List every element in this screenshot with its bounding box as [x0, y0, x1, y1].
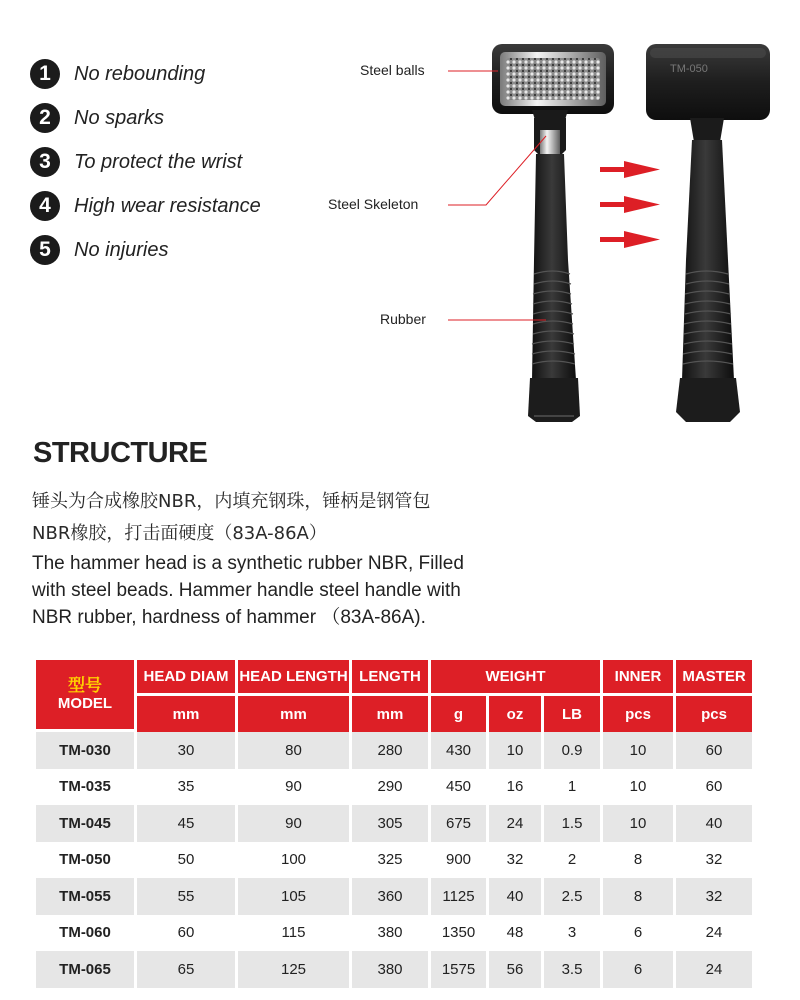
master-header: MASTER — [676, 660, 752, 696]
table-row — [36, 732, 752, 769]
table-row — [36, 915, 752, 952]
feature-item — [30, 184, 320, 228]
cell-head-length: 100 — [238, 842, 349, 879]
solid-hammer — [646, 44, 770, 422]
cell-model: TM-060 — [36, 915, 134, 952]
cell-length: 290 — [352, 769, 428, 806]
model-header-en: MODEL — [57, 694, 113, 712]
cell-head-diam: 60 — [137, 915, 235, 952]
cell-master: 60 — [676, 769, 752, 806]
cell-g: 1575 — [431, 951, 486, 988]
cell-oz: 32 — [489, 842, 541, 879]
weight-header: WEIGHT — [431, 660, 600, 696]
cell-lb: 1.5 — [544, 805, 600, 842]
cell-length: 380 — [352, 951, 428, 988]
cell-lb: 3.5 — [544, 951, 600, 988]
table-header-row — [36, 660, 752, 696]
structure-heading: STRUCTURE — [33, 437, 208, 469]
unit-head-diam: mm — [137, 696, 235, 732]
table-row — [36, 842, 752, 879]
number-4-icon: 4 — [30, 191, 60, 221]
cell-head-length: 125 — [238, 951, 349, 988]
table-row — [36, 878, 752, 915]
cell-g: 1350 — [431, 915, 486, 952]
table-body — [36, 732, 752, 988]
cell-oz: 48 — [489, 915, 541, 952]
cell-head-diam: 50 — [137, 842, 235, 879]
length-header: LENGTH — [352, 660, 428, 696]
structure-cn-line-1: 锤头为合成橡胶NBR，内填充钢珠，锤柄是钢管包 — [32, 491, 431, 512]
cell-lb: 0.9 — [544, 732, 600, 769]
cell-model: TM-065 — [36, 951, 134, 988]
steel-balls-label: Steel balls — [360, 62, 425, 78]
cell-model: TM-030 — [36, 732, 134, 769]
feature-text: To protect the wrist — [74, 150, 243, 173]
cell-head-length: 90 — [238, 805, 349, 842]
cell-lb: 2 — [544, 842, 600, 879]
feature-item — [30, 228, 320, 272]
cell-lb: 1 — [544, 769, 600, 806]
cell-master: 24 — [676, 951, 752, 988]
number-3-icon: 3 — [30, 147, 60, 177]
structure-en-paragraph: The hammer head is a synthetic rubber NBR, Filled with steel beads. Hammer handle steel handle with NBR rubber, hardness of hammer （83A-86A). — [32, 553, 464, 628]
feature-item — [30, 52, 320, 96]
hammer-illustration — [320, 30, 800, 430]
cell-master: 60 — [676, 732, 752, 769]
head-diam-header: HEAD DIAM — [137, 660, 235, 696]
cell-length: 305 — [352, 805, 428, 842]
unit-master: pcs — [676, 696, 752, 732]
cell-model: TM-035 — [36, 769, 134, 806]
number-2-icon: 2 — [30, 103, 60, 133]
arrow-right-icon — [600, 161, 660, 178]
cell-g: 1125 — [431, 878, 486, 915]
feature-item — [30, 140, 320, 184]
cell-length: 325 — [352, 842, 428, 879]
cell-head-diam: 30 — [137, 732, 235, 769]
cell-inner: 6 — [603, 951, 673, 988]
rubber-handle — [532, 154, 576, 380]
cell-head-length: 115 — [238, 915, 349, 952]
table-row — [36, 951, 752, 988]
table-row — [36, 805, 752, 842]
structure-cn-line-2: NBR橡胶，打击面硬度（83A-86A） — [32, 523, 327, 544]
unit-oz: oz — [489, 696, 541, 732]
cell-g: 900 — [431, 842, 486, 879]
direction-arrows — [600, 161, 660, 248]
cell-length: 380 — [352, 915, 428, 952]
cell-inner: 10 — [603, 769, 673, 806]
cell-oz: 24 — [489, 805, 541, 842]
cell-oz: 16 — [489, 769, 541, 806]
cell-g: 675 — [431, 805, 486, 842]
cell-master: 32 — [676, 878, 752, 915]
head-length-header: HEAD LENGTH — [238, 660, 349, 696]
cell-head-diam: 35 — [137, 769, 235, 806]
cell-oz: 10 — [489, 732, 541, 769]
cell-head-diam: 65 — [137, 951, 235, 988]
feature-item — [30, 96, 320, 140]
cell-g: 430 — [431, 732, 486, 769]
cell-head-diam: 55 — [137, 878, 235, 915]
cell-model: TM-045 — [36, 805, 134, 842]
cell-inner: 10 — [603, 805, 673, 842]
cell-head-diam: 45 — [137, 805, 235, 842]
spec-table — [33, 660, 755, 988]
unit-length: mm — [352, 696, 428, 732]
feature-text: No rebounding — [74, 62, 206, 85]
cell-oz: 56 — [489, 951, 541, 988]
cell-g: 450 — [431, 769, 486, 806]
cell-head-length: 90 — [238, 769, 349, 806]
cell-master: 40 — [676, 805, 752, 842]
unit-g: g — [431, 696, 486, 732]
feature-text: No sparks — [74, 106, 165, 129]
feature-text: High wear resistance — [74, 194, 261, 217]
steel-skeleton-label: Steel Skeleton — [328, 196, 419, 212]
cell-model: TM-055 — [36, 878, 134, 915]
number-1-icon: 1 — [30, 59, 60, 89]
cell-master: 24 — [676, 915, 752, 952]
table-unit-row — [36, 696, 752, 732]
cutaway-hammer — [492, 44, 614, 422]
arrow-right-icon — [600, 196, 660, 213]
cell-head-length: 80 — [238, 732, 349, 769]
model-header-cn: 型号 — [68, 675, 102, 695]
steel-balls-icon — [506, 58, 600, 100]
inner-header: INNER — [603, 660, 673, 696]
cell-model: TM-050 — [36, 842, 134, 879]
cell-lb: 3 — [544, 915, 600, 952]
model-header — [36, 660, 134, 732]
cell-length: 360 — [352, 878, 428, 915]
unit-lb: LB — [544, 696, 600, 732]
feature-list — [30, 52, 320, 272]
cell-inner: 10 — [603, 732, 673, 769]
cell-lb: 2.5 — [544, 878, 600, 915]
hammer-graphic — [320, 30, 800, 430]
arrow-right-icon — [600, 231, 660, 248]
cell-master: 32 — [676, 842, 752, 879]
cell-inner: 6 — [603, 915, 673, 952]
cell-oz: 40 — [489, 878, 541, 915]
feature-text: No injuries — [74, 238, 169, 261]
table-row — [36, 769, 752, 806]
cell-inner: 8 — [603, 842, 673, 879]
unit-inner: pcs — [603, 696, 673, 732]
cell-head-length: 105 — [238, 878, 349, 915]
unit-head-length: mm — [238, 696, 349, 732]
number-5-icon: 5 — [30, 235, 60, 265]
hammer-model-label: TM-050 — [670, 63, 708, 75]
rubber-label: Rubber — [380, 311, 426, 327]
cell-length: 280 — [352, 732, 428, 769]
cell-inner: 8 — [603, 878, 673, 915]
